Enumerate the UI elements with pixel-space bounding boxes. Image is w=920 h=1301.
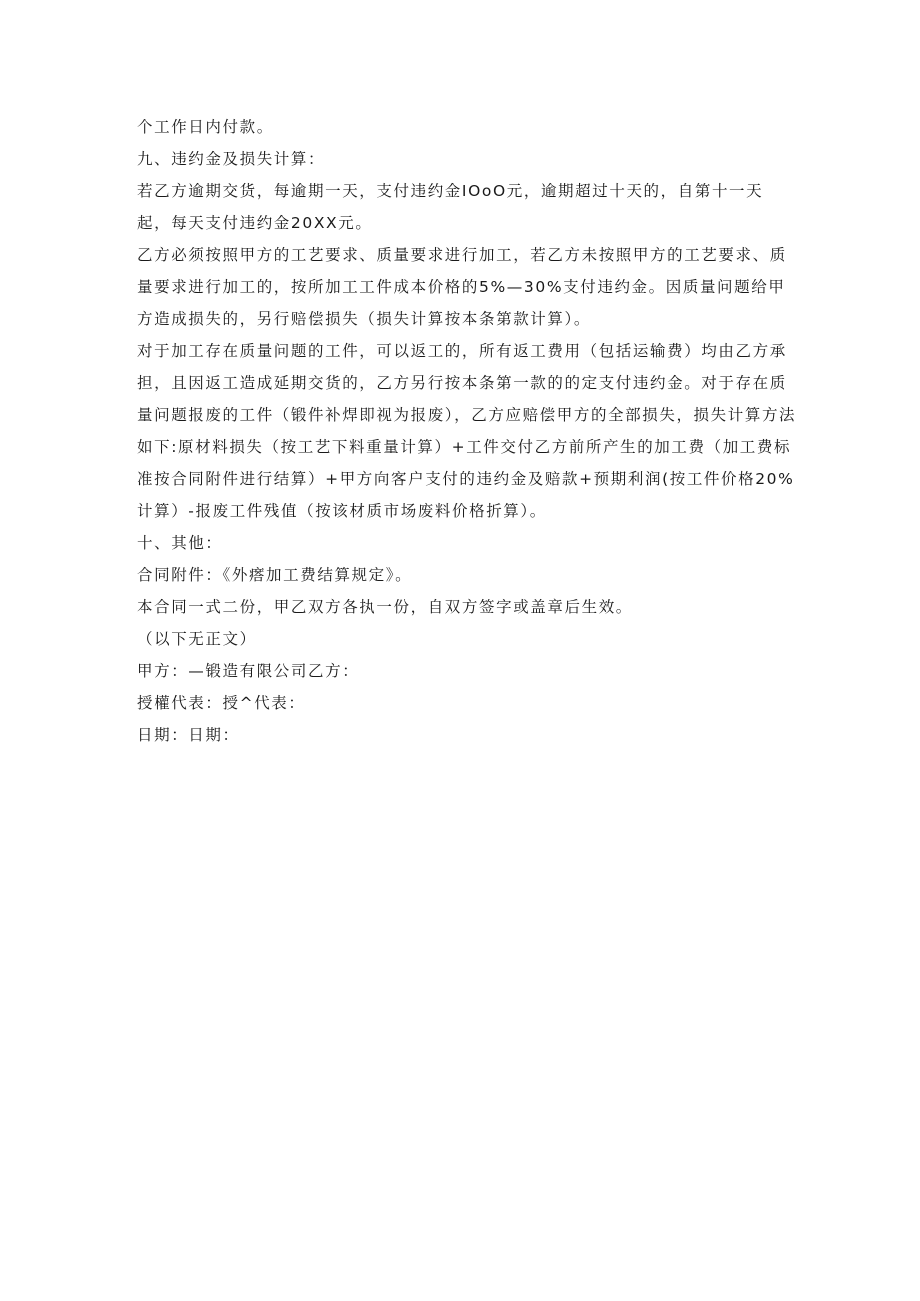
section-heading-other: 十、其他： <box>137 534 223 552</box>
signature-dates: 日期：日期： <box>137 726 240 744</box>
paragraph-rework-and-scrap: 对于加工存在质量问题的工件，可以返工的，所有返工费用（包括运输费）均由乙方承担，且因返工造成延期交货的，乙方另行按本条第一款的的定支付违约金。对于存在质量问题报废的工件（锻件补焊即视为报废），乙方应赔偿甲方的全部损失，损失计算方法如下:原材料损失（按工艺下料重量计算）+工件交付乙方前所产生的加工费（加工费标准按合同附件进行结算）+甲方向客户支付的违约金及赔款+预期利润(按工件价格20%计算）-报废工件残值（按该材质市场废料价格折算）。 <box>137 342 797 520</box>
paragraph-payment-terms: 个工作日内付款。 <box>137 118 274 136</box>
signature-representatives: 授權代表：授^代表： <box>137 694 306 712</box>
paragraph-late-delivery: 若乙方逾期交货，每逾期一天，支付违约金IOoO元，逾期超过十天的，自第十一天起，每天支付违约金20XX元。 <box>137 182 764 232</box>
signature-parties: 甲方：—锻造有限公司乙方： <box>137 662 360 680</box>
document-body <box>137 111 797 751</box>
paragraph-no-more-text: （以下无正文） <box>137 630 257 648</box>
paragraph-quality-requirements: 乙方必须按照甲方的工艺要求、质量要求进行加工，若乙方未按照甲方的工艺要求、质量要求进行加工的，按所加工工件成本价格的5%—30%支付违约金。因质量问题给甲方造成损失的，另行赔偿损失（损失计算按本条第款计算）。 <box>137 246 787 328</box>
paragraph-copies: 本合同一式二份，甲乙双方各执一份，自双方签字或盖章后生效。 <box>137 598 633 616</box>
section-heading-penalty: 九、违约金及损失计算： <box>137 150 326 168</box>
paragraph-attachment: 合同附件：《外瘩加工费结算规定》。 <box>137 566 413 584</box>
